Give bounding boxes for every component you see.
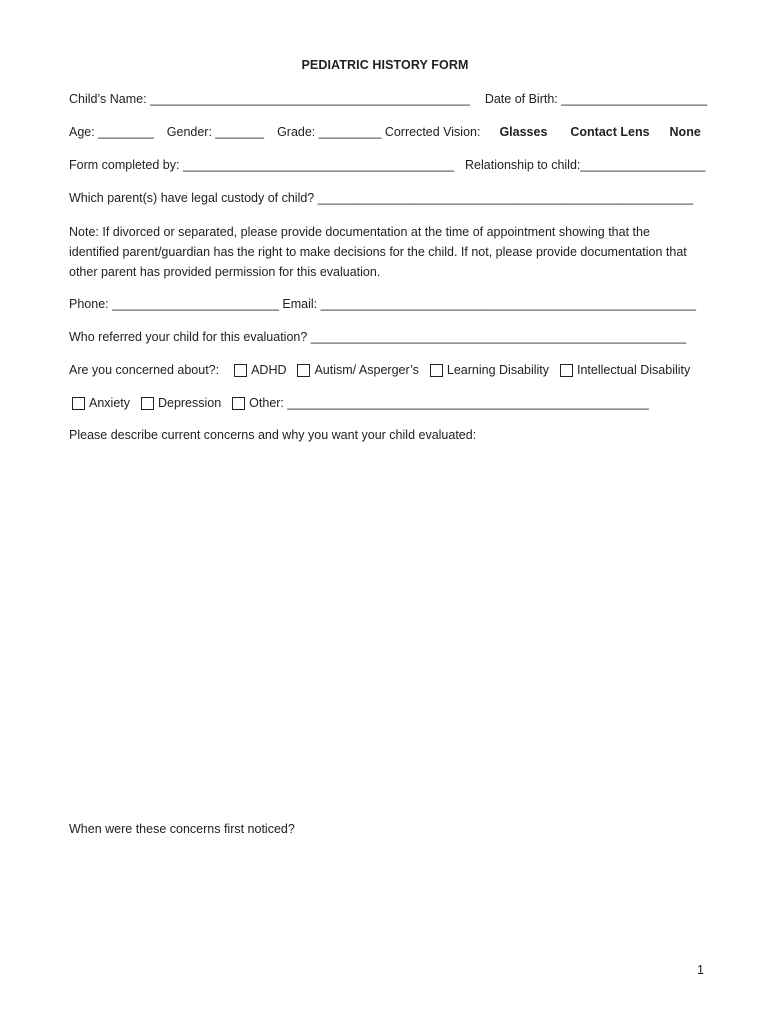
vision-option-glasses[interactable]: Glasses xyxy=(499,125,548,139)
date-of-birth-field[interactable]: Date of Birth: _____________________ xyxy=(484,92,708,106)
other-field[interactable]: Other: ____________________________________________________ xyxy=(249,396,649,410)
grade-field[interactable]: Grade: _________ xyxy=(277,125,382,139)
form-title: PEDIATRIC HISTORY FORM xyxy=(301,58,469,72)
row-completed-by xyxy=(69,157,706,173)
anxiety-label: Anxiety xyxy=(89,396,130,410)
row-referred xyxy=(69,329,686,345)
page-number: 1 xyxy=(697,963,704,977)
first-noticed-label[interactable]: When were these concerns first noticed? xyxy=(69,822,295,836)
phone-field[interactable]: Phone: ________________________ xyxy=(69,297,279,311)
referred-by-field[interactable]: Who referred your child for this evaluation? ______________________________________________________ xyxy=(69,330,687,344)
row-age-gender xyxy=(69,124,701,140)
row-phone-email xyxy=(69,296,696,312)
adhd-label: ADHD xyxy=(251,363,287,377)
custody-note: Note: If divorced or separated, please provide documentation at the time of appointment showing that the identified parent/guardian has the right to make decisions for the child. If not, please provide documentation that other parent has provided permission for this evaluation. xyxy=(69,225,687,279)
vision-option-contact-lens[interactable]: Contact Lens xyxy=(570,125,650,139)
form-completed-by-field[interactable]: Form completed by: _______________________________________ xyxy=(69,158,455,172)
learning-disability-checkbox[interactable] xyxy=(430,364,443,377)
autism-checkbox[interactable] xyxy=(297,364,310,377)
row-child-name xyxy=(69,91,707,107)
anxiety-checkbox[interactable] xyxy=(72,397,85,410)
concerned-about-label: Are you concerned about?: xyxy=(69,363,220,377)
adhd-checkbox[interactable] xyxy=(234,364,247,377)
intellectual-disability-label: Intellectual Disability xyxy=(577,363,691,377)
relationship-field[interactable]: Relationship to child:__________________ xyxy=(465,158,706,172)
vision-option-none[interactable]: None xyxy=(669,125,701,139)
legal-custody-field[interactable]: Which parent(s) have legal custody of child? ______________________________________________________ xyxy=(69,191,694,205)
describe-concerns-label[interactable]: Please describe current concerns and why you want your child evaluated: xyxy=(69,428,477,442)
intellectual-disability-checkbox[interactable] xyxy=(560,364,573,377)
row-concerns-1 xyxy=(69,362,690,378)
depression-checkbox[interactable] xyxy=(141,397,154,410)
email-field[interactable]: Email: ______________________________________________________ xyxy=(282,297,697,311)
other-checkbox[interactable] xyxy=(232,397,245,410)
gender-field[interactable]: Gender: _______ xyxy=(166,125,265,139)
childs-name-field[interactable]: Child’s Name: ______________________________________________ xyxy=(69,92,470,106)
age-field[interactable]: Age: ________ xyxy=(69,125,154,139)
depression-label: Depression xyxy=(157,396,222,410)
row-concerns-2 xyxy=(72,395,649,411)
learning-disability-label: Learning Disability xyxy=(446,363,550,377)
autism-label: Autism/ Asperger’s xyxy=(314,363,419,377)
corrected-vision-label: Corrected Vision: xyxy=(384,125,481,139)
row-custody xyxy=(69,190,693,206)
